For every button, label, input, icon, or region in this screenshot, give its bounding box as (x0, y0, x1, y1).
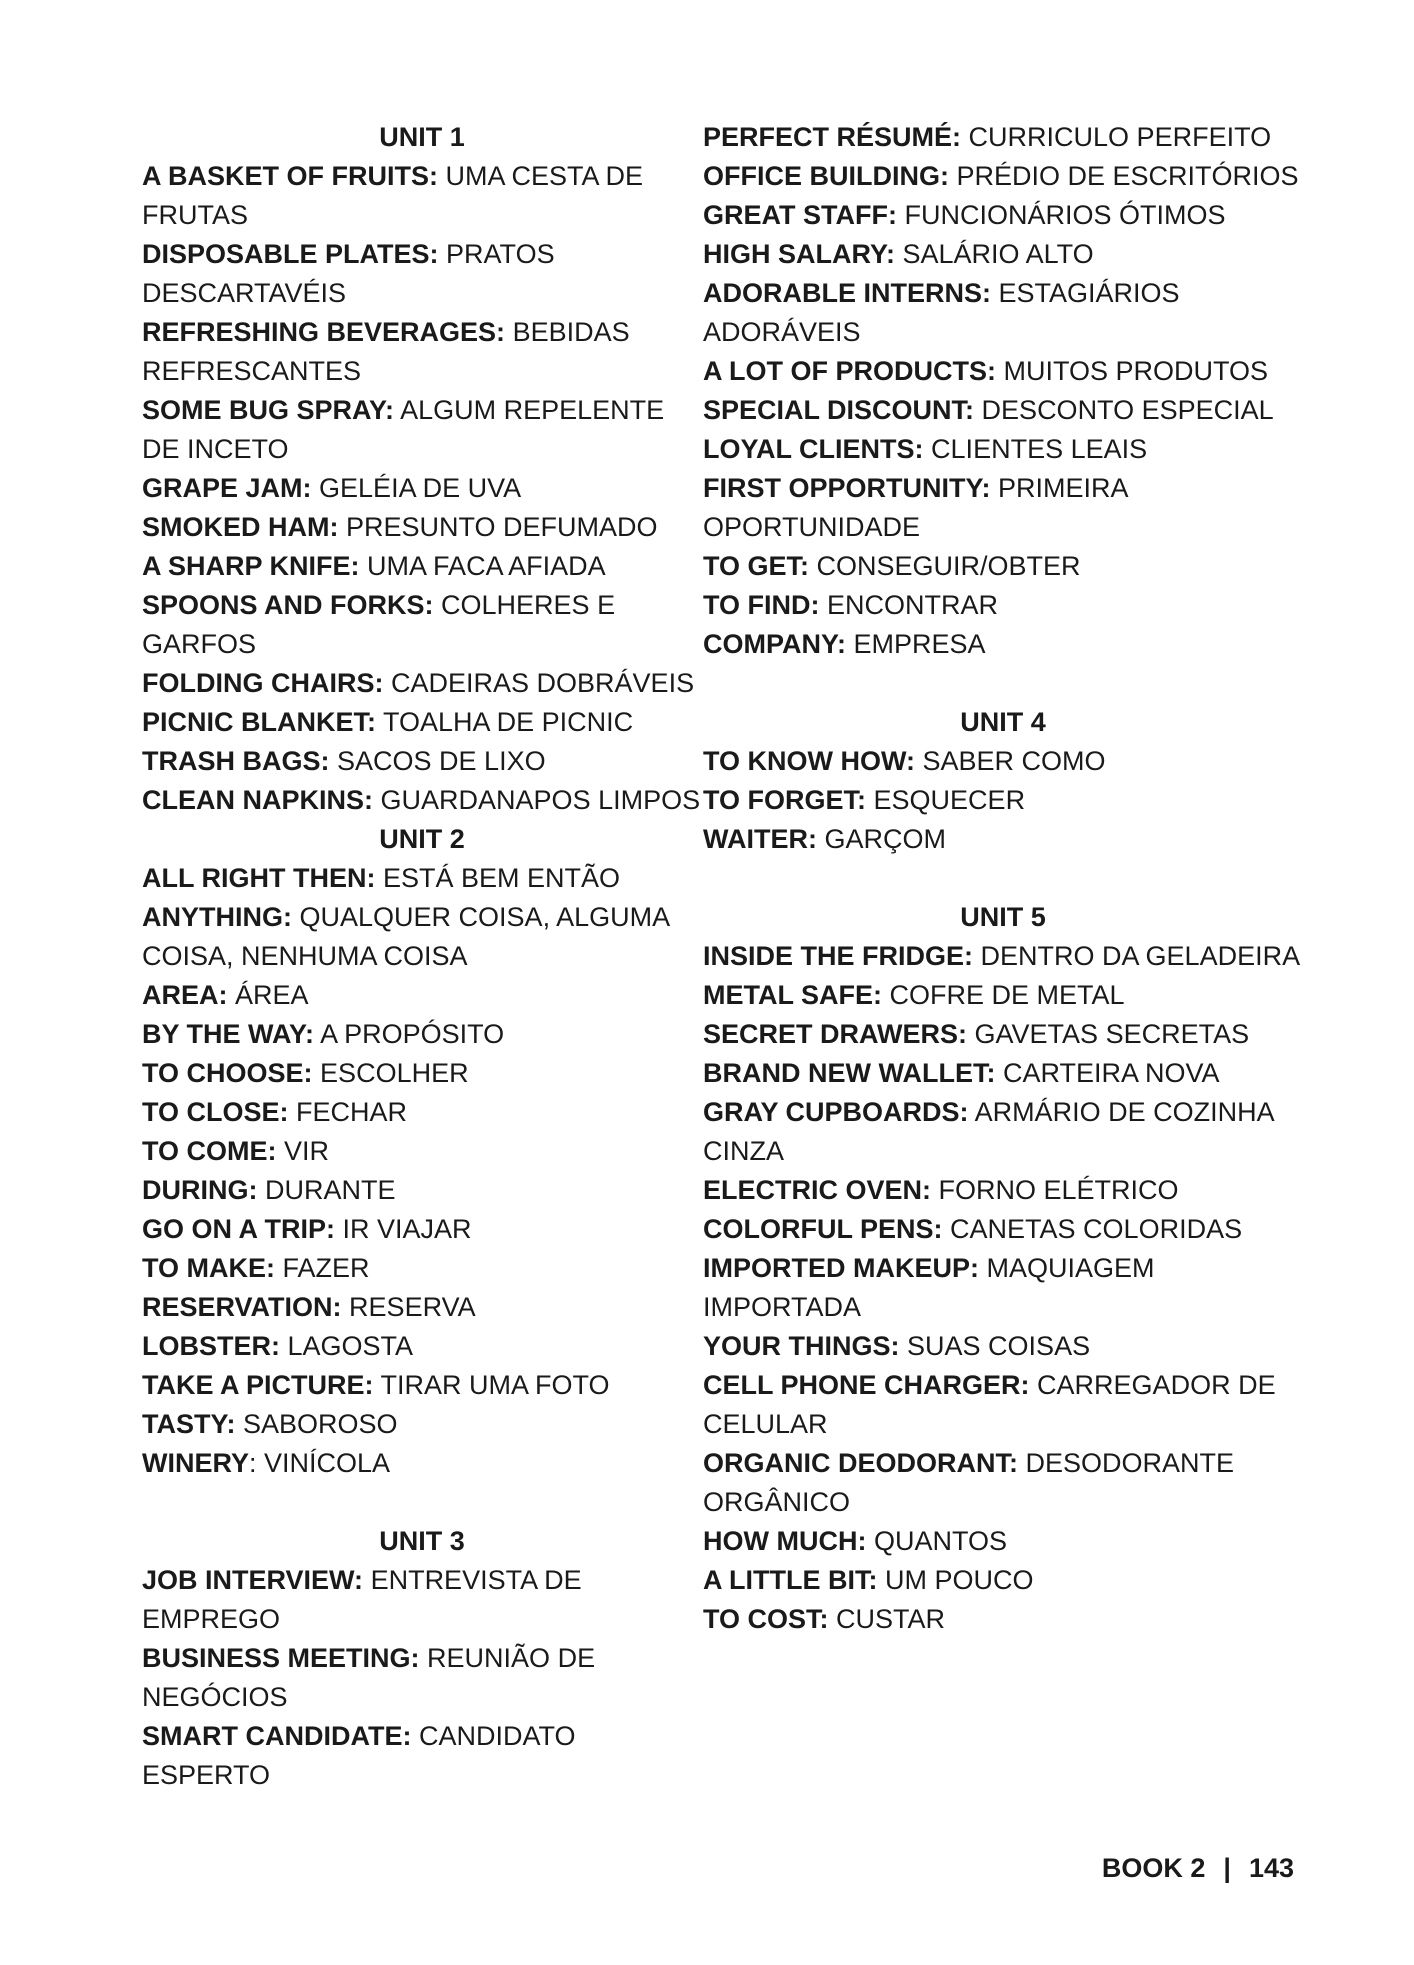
entry-term: HIGH SALARY: (703, 239, 895, 269)
entry-translation: FAZER (282, 1253, 370, 1283)
entry-term: ORGANIC DEODORANT: (703, 1448, 1018, 1478)
glossary-entry (703, 352, 1303, 391)
glossary-entry (703, 469, 1303, 547)
glossary-entry (703, 742, 1303, 781)
glossary-entry (142, 1327, 702, 1366)
unit-section (703, 118, 1303, 664)
entry-translation: GARÇOM (824, 824, 947, 854)
glossary-entry (142, 976, 702, 1015)
glossary-entry (703, 1600, 1303, 1639)
entry-term: SMOKED HAM: (142, 512, 339, 542)
glossary-entry (703, 937, 1303, 976)
entry-translation: : VINÍCOLA (249, 1448, 391, 1478)
glossary-entry (703, 1366, 1303, 1444)
entry-term: LOYAL CLIENTS: (703, 434, 924, 464)
entry-translation: CUSTAR (836, 1604, 946, 1634)
entry-term: COMPANY: (703, 629, 846, 659)
entry-translation: CONSEGUIR/OBTER (816, 551, 1081, 581)
glossary-entry (703, 625, 1303, 664)
entry-translation: EMPRESA (853, 629, 986, 659)
entry-term: BRAND NEW WALLET: (703, 1058, 996, 1088)
left-column (142, 118, 702, 1795)
entry-term: TO FORGET: (703, 785, 867, 815)
glossary-entry (142, 1249, 702, 1288)
glossary-entry (703, 1444, 1303, 1522)
glossary-entry (142, 1093, 702, 1132)
entry-translation: PRÉDIO DE ESCRITÓRIOS (956, 161, 1299, 191)
entry-term: TO COME: (142, 1136, 277, 1166)
entry-term: SPOONS AND FORKS: (142, 590, 434, 620)
unit-title: UNIT 5 (960, 902, 1046, 932)
entry-translation: UM POUCO (885, 1565, 1034, 1595)
unit-title: UNIT 2 (379, 824, 465, 854)
entry-term: YOUR THINGS: (703, 1331, 900, 1361)
glossary-entry (703, 820, 1303, 859)
entry-translation: DESODORANTE ORGÂNICO (703, 1448, 1235, 1517)
glossary-entry (142, 781, 702, 820)
entry-translation: ESQUECER (873, 785, 1026, 815)
entry-term: A LOT OF PRODUCTS: (703, 356, 996, 386)
entry-term: ADORABLE INTERNS: (703, 278, 991, 308)
entry-term: CELL PHONE CHARGER: (703, 1370, 1030, 1400)
entry-term: A BASKET OF FRUITS: (142, 161, 438, 191)
glossary-entry (142, 547, 702, 586)
glossary-entry (142, 1132, 702, 1171)
entry-term: TO KNOW HOW: (703, 746, 915, 776)
entry-translation: CARREGADOR DE CELULAR (703, 1370, 1276, 1439)
unit-title: UNIT 4 (960, 707, 1046, 737)
glossary-entry (142, 235, 702, 313)
entry-translation: UMA FACA AFIADA (367, 551, 606, 581)
glossary-entry (142, 469, 702, 508)
glossary-entry (142, 1015, 702, 1054)
entry-term: SPECIAL DISCOUNT: (703, 395, 975, 425)
glossary-entry (142, 1366, 702, 1405)
glossary-entry (142, 586, 702, 664)
entry-translation: ÁREA (235, 980, 309, 1010)
glossary-entry (142, 1639, 702, 1717)
entry-term: ANYTHING: (142, 902, 292, 932)
glossary-entry (703, 1054, 1303, 1093)
entry-term: ALL RIGHT THEN: (142, 863, 376, 893)
glossary-entry (142, 664, 702, 703)
entry-term: SECRET DRAWERS: (703, 1019, 968, 1049)
glossary-entry (703, 547, 1303, 586)
glossary-entry (703, 586, 1303, 625)
entry-translation: CURRICULO PERFEITO (968, 122, 1272, 152)
entry-translation: SACOS DE LIXO (337, 746, 546, 776)
entry-translation: MUITOS PRODUTOS (1003, 356, 1269, 386)
entry-term: TASTY: (142, 1409, 236, 1439)
entry-translation: QUANTOS (873, 1526, 1008, 1556)
entry-translation: CLIENTES LEAIS (931, 434, 1148, 464)
entry-translation: SALÁRIO ALTO (902, 239, 1094, 269)
entry-translation: ESCOLHER (320, 1058, 469, 1088)
glossary-entry (142, 1444, 702, 1483)
entry-translation: CARTEIRA NOVA (1002, 1058, 1220, 1088)
entry-translation: A PROPÓSITO (320, 1019, 505, 1049)
entry-translation: UMA CESTA DE FRUTAS (142, 161, 644, 230)
entry-translation: COLHERES E GARFOS (142, 590, 616, 659)
page-number: 143 (1248, 1853, 1294, 1883)
glossary-entry (703, 781, 1303, 820)
entry-term: A LITTLE BIT: (703, 1565, 878, 1595)
entry-translation: FORNO ELÉTRICO (938, 1175, 1179, 1205)
glossary-entry (703, 1249, 1303, 1327)
glossary-entry (142, 508, 702, 547)
right-column (703, 118, 1303, 1639)
entry-translation: SABER COMO (922, 746, 1106, 776)
entry-translation: COFRE DE METAL (889, 980, 1125, 1010)
entry-translation: RESERVA (349, 1292, 476, 1322)
entry-translation: BEBIDAS REFRESCANTES (142, 317, 630, 386)
entry-translation: GUARDANAPOS LIMPOS (380, 785, 701, 815)
entry-translation: CADEIRAS DOBRÁVEIS (391, 668, 695, 698)
entry-translation: MAQUIAGEM IMPORTADA (703, 1253, 1155, 1322)
glossary-entry (142, 1288, 702, 1327)
entry-term: SMART CANDIDATE: (142, 1721, 412, 1751)
entry-translation: DENTRO DA GELADEIRA (980, 941, 1301, 971)
entry-translation: FECHAR (296, 1097, 408, 1127)
entry-term: TO FIND: (703, 590, 820, 620)
entry-term: SOME BUG SPRAY: (142, 395, 395, 425)
entry-term: TO GET: (703, 551, 810, 581)
entry-term: FIRST OPPORTUNITY: (703, 473, 991, 503)
entry-term: TO CLOSE: (142, 1097, 289, 1127)
unit-section (142, 118, 702, 820)
entry-translation: ENTREVISTA DE EMPREGO (142, 1565, 582, 1634)
entry-term: ELECTRIC OVEN: (703, 1175, 932, 1205)
entry-term: GREAT STAFF: (703, 200, 897, 230)
glossary-entry (142, 391, 702, 469)
entry-term: DURING: (142, 1175, 258, 1205)
entry-term: BY THE WAY: (142, 1019, 315, 1049)
unit-section (703, 703, 1303, 859)
glossary-entry (703, 1561, 1303, 1600)
entry-term: INSIDE THE FRIDGE: (703, 941, 974, 971)
entry-translation: PRESUNTO DEFUMADO (346, 512, 658, 542)
glossary-entry (703, 976, 1303, 1015)
entry-term: COLORFUL PENS: (703, 1214, 943, 1244)
entry-term: DISPOSABLE PLATES: (142, 239, 439, 269)
unit-section (142, 820, 702, 1483)
entry-term: WINERY (142, 1448, 249, 1478)
glossary-entry (142, 1171, 702, 1210)
glossary-entry (703, 391, 1303, 430)
entry-translation: ESTAGIÁRIOS ADORÁVEIS (703, 278, 1180, 347)
entry-translation: GAVETAS SECRETAS (974, 1019, 1250, 1049)
glossary-entry (703, 235, 1303, 274)
entry-translation: PRATOS DESCARTAVÉIS (142, 239, 555, 308)
glossary-entry (142, 898, 702, 976)
unit-section (142, 1522, 702, 1795)
entry-term: JOB INTERVIEW: (142, 1565, 364, 1595)
entry-term: TO CHOOSE: (142, 1058, 313, 1088)
entry-translation: CANETAS COLORIDAS (950, 1214, 1243, 1244)
entry-translation: ARMÁRIO DE COZINHA CINZA (703, 1097, 1274, 1166)
glossary-entry (703, 430, 1303, 469)
glossary-entry (703, 1210, 1303, 1249)
glossary-entry (142, 1561, 702, 1639)
glossary-entry (142, 313, 702, 391)
glossary-entry (703, 196, 1303, 235)
entry-translation: SUAS COISAS (907, 1331, 1091, 1361)
entry-term: TO COST: (703, 1604, 829, 1634)
entry-translation: REUNIÃO DE NEGÓCIOS (142, 1643, 596, 1712)
entry-term: GRAY CUPBOARDS: (703, 1097, 969, 1127)
unit-title: UNIT 1 (379, 122, 465, 152)
glossary-entry (703, 118, 1303, 157)
entry-translation: IR VIAJAR (342, 1214, 472, 1244)
book-label: BOOK 2 (1101, 1853, 1206, 1883)
entry-term: AREA: (142, 980, 228, 1010)
glossary-entry (142, 1717, 702, 1795)
entry-term: PICNIC BLANKET: (142, 707, 376, 737)
entry-term: METAL SAFE: (703, 980, 882, 1010)
entry-term: IMPORTED MAKEUP: (703, 1253, 979, 1283)
glossary-entry (703, 157, 1303, 196)
entry-term: RESERVATION: (142, 1292, 342, 1322)
entry-term: A SHARP KNIFE: (142, 551, 360, 581)
entry-term: OFFICE BUILDING: (703, 161, 949, 191)
glossary-entry (703, 274, 1303, 352)
entry-term: BUSINESS MEETING: (142, 1643, 420, 1673)
entry-term: REFRESHING BEVERAGES: (142, 317, 506, 347)
glossary-entry (142, 1210, 702, 1249)
glossary-entry (703, 1522, 1303, 1561)
entry-translation: DURANTE (265, 1175, 396, 1205)
page-footer (1102, 1850, 1294, 1886)
entry-term: LOBSTER: (142, 1331, 280, 1361)
glossary-entry (703, 1327, 1303, 1366)
entry-translation: ALGUM REPELENTE DE INCETO (142, 395, 665, 464)
footer-separator: | (1223, 1853, 1231, 1883)
entry-translation: CANDIDATO ESPERTO (142, 1721, 576, 1790)
glossary-entry (142, 742, 702, 781)
entry-translation: SABOROSO (243, 1409, 398, 1439)
entry-term: GO ON A TRIP: (142, 1214, 335, 1244)
entry-term: TAKE A PICTURE: (142, 1370, 374, 1400)
unit-title: UNIT 3 (379, 1526, 465, 1556)
entry-translation: PRIMEIRA OPORTUNIDADE (703, 473, 1128, 542)
glossary-entry (703, 1015, 1303, 1054)
entry-translation: ENCONTRAR (827, 590, 999, 620)
glossary-entry (703, 1171, 1303, 1210)
unit-section (703, 898, 1303, 1639)
entry-term: TRASH BAGS: (142, 746, 330, 776)
entry-translation: GELÉIA DE UVA (319, 473, 522, 503)
glossary-entry (142, 1405, 702, 1444)
entry-term: PERFECT RÉSUMÉ: (703, 122, 962, 152)
glossary-entry (142, 703, 702, 742)
glossary-entry (703, 1093, 1303, 1171)
entry-translation: FUNCIONÁRIOS ÓTIMOS (904, 200, 1226, 230)
glossary-entry (142, 157, 702, 235)
entry-term: GRAPE JAM: (142, 473, 312, 503)
entry-translation: LAGOSTA (287, 1331, 414, 1361)
entry-translation: DESCONTO ESPECIAL (981, 395, 1274, 425)
entry-translation: TIRAR UMA FOTO (380, 1370, 610, 1400)
entry-term: TO MAKE: (142, 1253, 275, 1283)
entry-translation: VIR (284, 1136, 330, 1166)
entry-translation: QUALQUER COISA, ALGUMA COISA, NENHUMA COISA (142, 902, 669, 971)
glossary-entry (142, 859, 702, 898)
entry-term: WAITER: (703, 824, 817, 854)
entry-term: HOW MUCH: (703, 1526, 867, 1556)
entry-translation: TOALHA DE PICNIC (383, 707, 634, 737)
entry-term: CLEAN NAPKINS: (142, 785, 374, 815)
entry-term: FOLDING CHAIRS: (142, 668, 384, 698)
entry-translation: ESTÁ BEM ENTÃO (383, 863, 621, 893)
glossary-entry (142, 1054, 702, 1093)
